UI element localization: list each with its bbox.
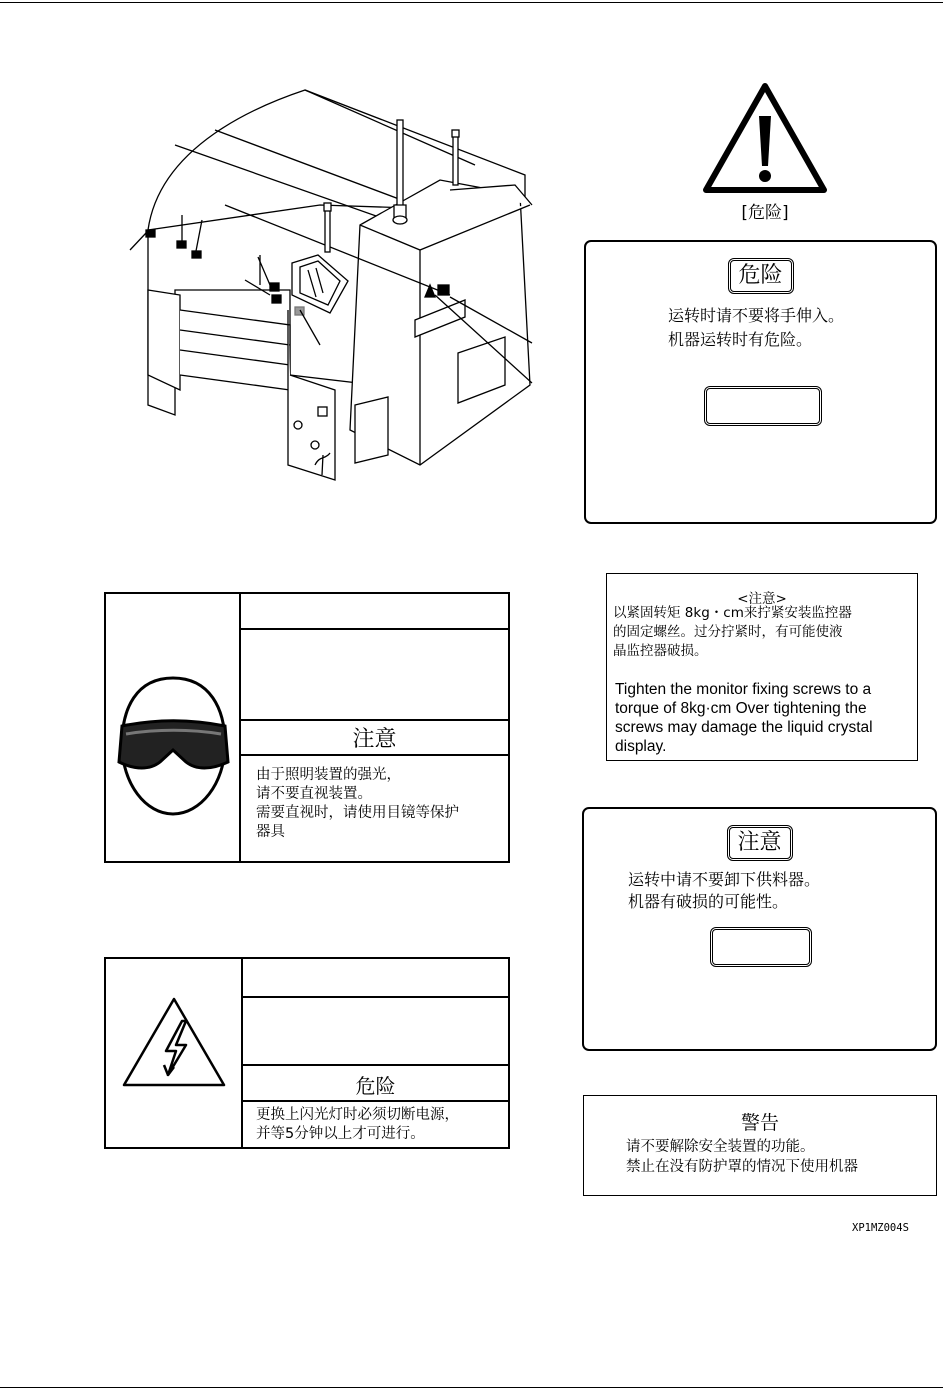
electric-line-1: 更换上闪光灯时必须切断电源，	[256, 1107, 459, 1123]
danger-line-2: 机器运转时有危险。	[668, 330, 813, 349]
danger-line-1: 运转时请不要将手伸入。	[668, 306, 845, 325]
bottom-rule	[0, 1387, 943, 1388]
blank-plate	[710, 927, 812, 967]
safety-goggles-face-icon	[116, 674, 231, 819]
feeder-title: 注意	[726, 825, 792, 861]
blank-plate	[704, 386, 822, 426]
high-voltage-lightning-icon	[120, 995, 228, 1091]
monitor-note	[606, 573, 918, 761]
goggles-line-2: 请不要直视装置。	[256, 786, 372, 802]
monitor-note-title: <注意>	[737, 591, 787, 607]
top-rule	[0, 2, 943, 3]
goggles-line-3: 需要直视时，请使用目镜等保护	[256, 805, 459, 821]
warning-label	[583, 1095, 937, 1196]
danger-title: 危险	[727, 258, 793, 294]
feeder-label	[582, 807, 937, 1051]
electric-label	[104, 957, 510, 1149]
feeder-line-2: 机器有破损的可能性。	[628, 892, 789, 911]
feeder-line-1: 运转中请不要卸下供料器。	[628, 870, 821, 889]
monitor-note-cn-3: 晶监控器破损。	[613, 643, 708, 659]
electric-title: 危险	[355, 1074, 396, 1098]
warning-title: 警告	[740, 1112, 779, 1134]
danger-symbol-caption: [危险]	[741, 203, 789, 223]
warning-triangle-exclamation-icon	[700, 80, 830, 198]
goggles-line-1: 由于照明装置的强光，	[256, 767, 401, 783]
monitor-note-cn-1: 以紧固转矩 8kg・cm来拧紧安装监控器	[613, 605, 852, 621]
machine-illustration	[120, 85, 550, 505]
goggles-label	[104, 592, 510, 863]
goggles-line-4: 器具	[256, 824, 285, 840]
electric-line-2: 并等5分钟以上才可进行。	[256, 1126, 425, 1142]
danger-label-hands	[584, 240, 937, 524]
figure-code: XP1MZ004S	[852, 1222, 909, 1234]
monitor-note-cn-2: 的固定螺丝。过分拧紧时，有可能使液	[613, 624, 843, 640]
monitor-note-en: Tighten the monitor fixing screws to a torque of 8kg·cm Over tightening the screws may damage the liquid crystal display.	[615, 681, 873, 755]
warning-line-1: 请不要解除安全装置的功能。	[626, 1139, 815, 1155]
warning-line-2: 禁止在没有防护罩的情况下使用机器	[626, 1159, 858, 1175]
goggles-title: 注意	[352, 727, 397, 752]
